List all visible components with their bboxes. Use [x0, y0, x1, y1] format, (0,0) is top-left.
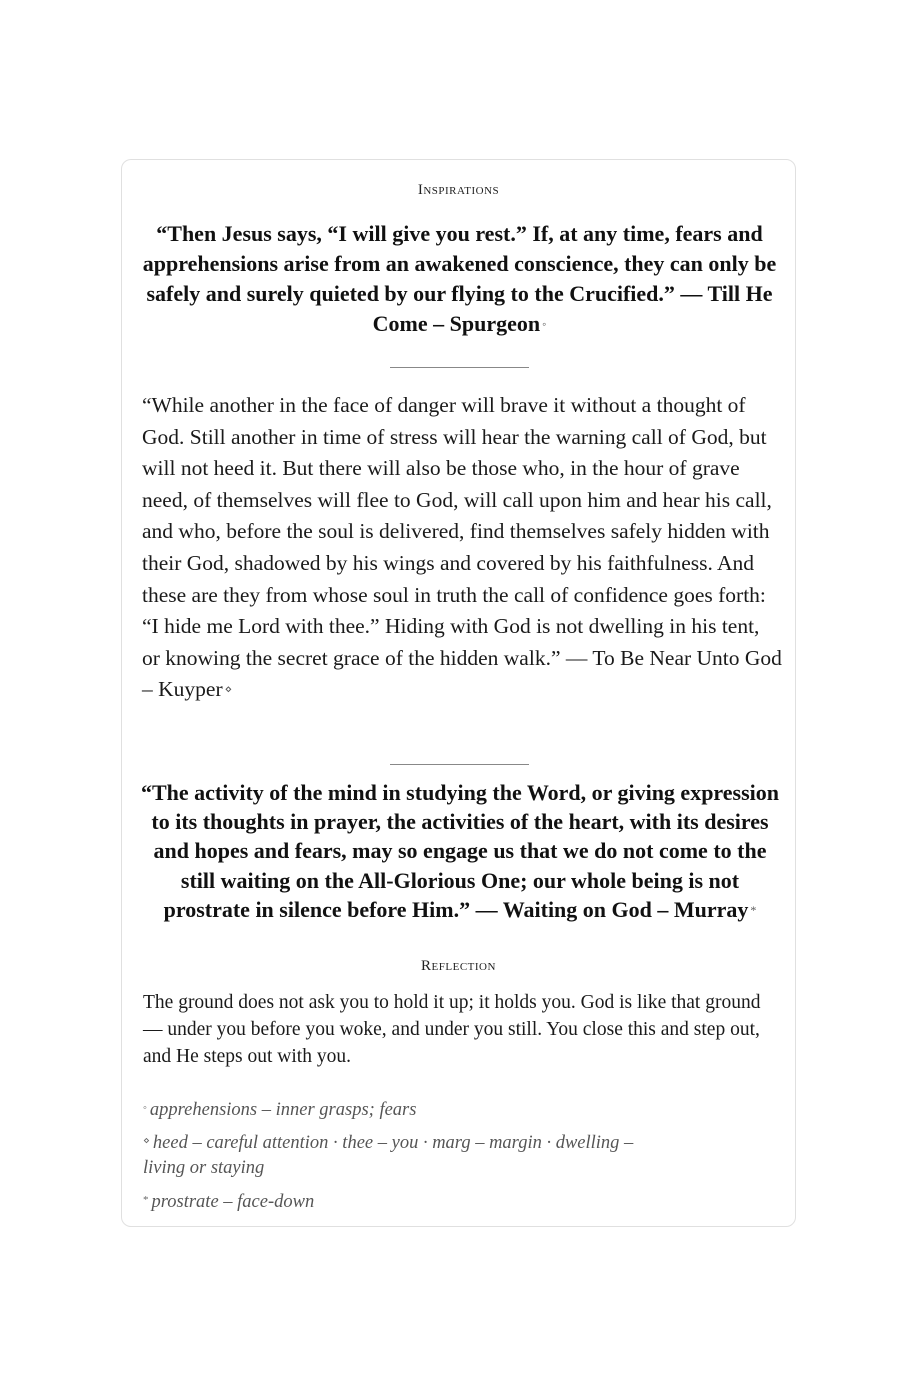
glossary-marker: * [143, 1194, 149, 1206]
glossary-text: apprehensions – inner grasps; fears [149, 1100, 417, 1120]
devotional-card [121, 159, 796, 1227]
quote-kuyper [142, 390, 782, 706]
quote-text: “Then Jesus says, “I will give you rest.” If, at any time, fears and apprehensions arise from an awakened conscience, they can only be safely and surely quieted by our flying to the Crucified.” — Till He Come – Spurgeon [142, 221, 777, 336]
glossary-text: prostrate – face-down [151, 1192, 315, 1212]
footnote-marker-diamond: ⋄ [224, 682, 233, 697]
reflection-heading: Reflection [421, 958, 496, 974]
footnote-marker-asterisk: * [750, 902, 757, 917]
glossary-entry [143, 1129, 663, 1181]
quote-text: “The activity of the mind in studying the Word, or giving expression to its thoughts in prayer, the activities of the heart, with its desires and hopes and fears, may so engage us that we do not come to the still waiting on the All-Glorious One; our whole being is not prostrate in silence before Him.” — Waiting on God – Murray [140, 780, 780, 922]
glossary-text: heed – careful attention · thee – you · marg – margin · dwelling – living or staying [143, 1133, 634, 1178]
quote-spurgeon [142, 219, 777, 339]
quote-murray [140, 778, 780, 925]
section-divider [390, 764, 529, 765]
glossary-marker: ◦ [143, 1102, 147, 1114]
inspirations-heading: Inspirations [417, 182, 500, 198]
section-divider [390, 367, 529, 368]
reflection-text: The ground does not ask you to hold it up; it holds you. God is like that ground — under you before you woke, and under you still. You close this and step out, and He steps out with you. [143, 992, 761, 1067]
glossary-marker: ⋄ [143, 1135, 150, 1147]
glossary-entry [143, 1096, 743, 1123]
quote-text: “While another in the face of danger will brave it without a thought of God. Still another in time of stress will hear the warning call of God, but will not heed it. But there will also be those who, in the hour of grave need, of themselves will flee to God, will call upon him and hear his call, and who, before the soul is delivered, find themselves safely hidden with their God, shadowed by his wings and covered by his faithfulness. And these are they from whose soul in truth the call of confidence goes forth: “I hide me Lord with thee.” Hiding with God is not dwelling in his tent, or knowing the secret grace of the hidden walk.” — To Be Near Unto God – Kuyper [142, 393, 782, 702]
footnote-marker-circle: ◦ [542, 317, 547, 331]
glossary-entry [143, 1188, 743, 1215]
